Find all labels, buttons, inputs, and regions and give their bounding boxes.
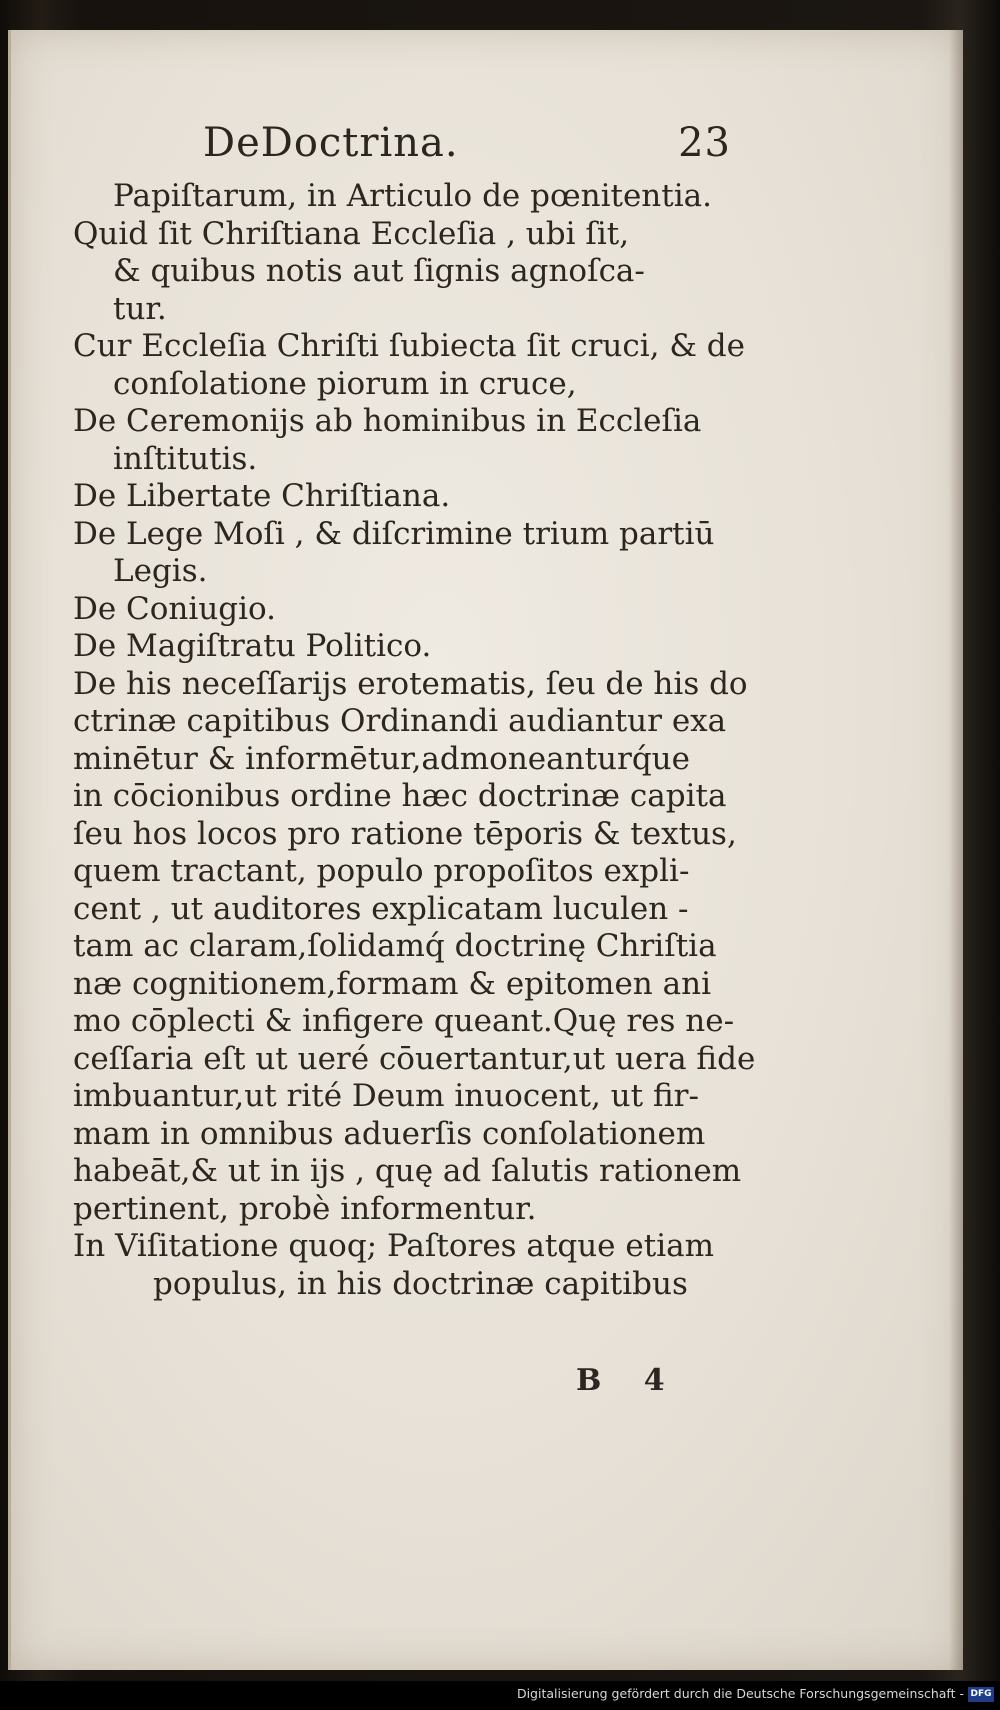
text-line: ſeu hos locos pro ratione tēporis & textus, bbox=[73, 815, 737, 852]
signature-mark: B 4 bbox=[576, 1363, 681, 1398]
text-line: Papiſtarum, in Articulo de pœnitentia. bbox=[113, 178, 712, 214]
text-line: imbuantur,ut rité Deum inuocent, ut fir- bbox=[73, 1078, 699, 1114]
page-number: 23 bbox=[678, 120, 731, 166]
text-line: in cōcionibus ordine hæc doctrinæ capita bbox=[73, 778, 727, 814]
running-head-title: DeDoctrina. bbox=[203, 120, 459, 166]
running-head bbox=[191, 120, 731, 170]
text-line: De Coniugio. bbox=[73, 590, 277, 627]
text-line: næ cognitionem,formam & epitomen ani bbox=[73, 965, 711, 1002]
footer-credit: Digitalisierung gefördert durch die Deutsche Forschungsgemeinschaft - bbox=[516, 1686, 964, 1701]
text-line: inſtitutis. bbox=[113, 440, 258, 477]
text-line: De Libertate Chriſtiana. bbox=[73, 478, 451, 514]
text-line: De Lege Moſi , & diſcrimine trium partiū bbox=[73, 515, 715, 552]
text-line: ceſſaria eſt ut ueré cōuertantur,ut uera fide bbox=[73, 1040, 756, 1077]
text-line: minētur & informētur,admoneanturq́ue bbox=[73, 740, 690, 777]
text-line: cent , ut auditores explicatam luculen - bbox=[73, 890, 689, 927]
text-line: pertinent, probè informentur. bbox=[73, 1190, 537, 1227]
text-line: Legis. bbox=[113, 553, 208, 589]
text-line: populus, in his doctrinæ capitibus bbox=[153, 1265, 688, 1302]
text-line: conſolatione piorum in cruce, bbox=[113, 365, 577, 402]
text-line: Quid ſit Chriſtiana Eccleſia , ubi ſit, bbox=[73, 215, 630, 252]
text-line: & quibus notis aut ſignis agnoſca- bbox=[113, 253, 645, 289]
digitization-footer bbox=[0, 1681, 1000, 1710]
text-line: In Viſitatione quoq; Paſtores atque etiam bbox=[73, 1228, 714, 1264]
text-line: tur. bbox=[113, 290, 167, 327]
text-line: De Ceremonijs ab hominibus in Eccleſia bbox=[73, 403, 702, 439]
text-line: mam in omnibus aduerſis conſolationem bbox=[73, 1115, 706, 1152]
body-text bbox=[73, 178, 763, 1303]
text-line: tam ac claram,ſolidamq́ doctrinę Chriſtia bbox=[73, 928, 717, 964]
text-line: mo cōplecti & infigere queant.Quę res ne- bbox=[73, 1003, 735, 1039]
text-line: De Magiſtratu Politico. bbox=[73, 628, 432, 664]
dfg-logo: DFG bbox=[968, 1687, 994, 1702]
text-line: Cur Eccleſia Chriſti ſubiecta ſit cruci, & de bbox=[73, 328, 745, 364]
text-line: quem tractant, populo propoſitos expli- bbox=[73, 853, 690, 889]
text-line: ctrinæ capitibus Ordinandi audiantur exa bbox=[73, 703, 727, 739]
book-page bbox=[8, 30, 963, 1670]
text-line: De his neceſſarijs erotematis, ſeu de his do bbox=[73, 665, 748, 702]
text-line: habeāt,& ut in ijs , quę ad ſalutis rationem bbox=[73, 1153, 742, 1189]
